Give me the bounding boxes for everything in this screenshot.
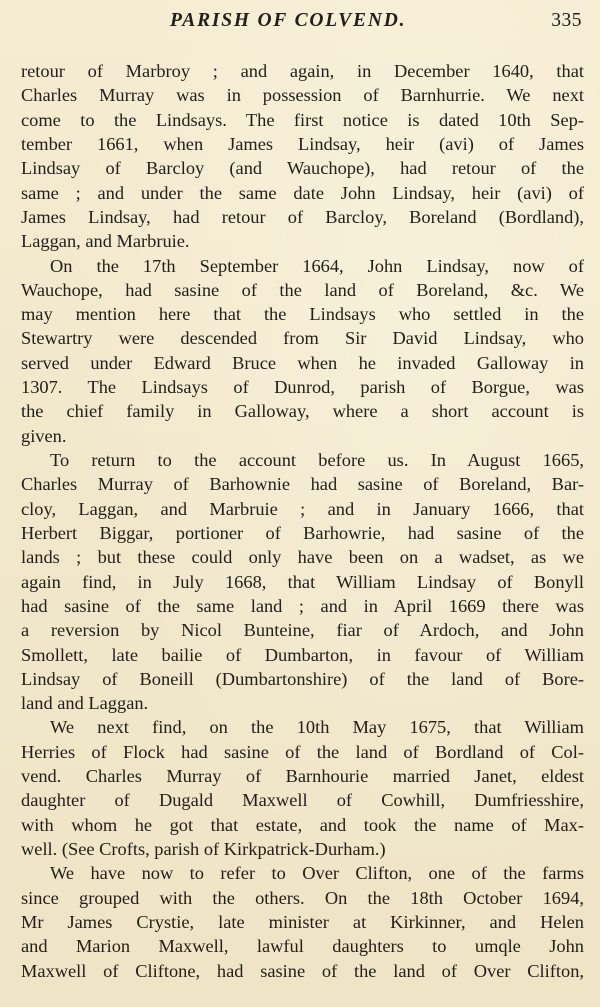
text-line: lands ; but these could only have been on a wadset, as we	[21, 547, 584, 568]
text-line: Mr James Crystie, late minister at Kirkinner, and Helen	[21, 911, 584, 932]
text-line: and Marion Maxwell, lawful daughters to umqle John	[21, 936, 584, 957]
text-line: Herries of Flock had sasine of the land of Bordland of Col-	[21, 741, 584, 762]
text-line: We have now to refer to Over Clifton, one of the farms	[50, 863, 584, 884]
text-line: the chief family in Galloway, where a short account is	[21, 401, 584, 422]
page-header	[0, 10, 600, 40]
text-line: vend. Charles Murray of Barnhourie married Janet, eldest	[21, 766, 584, 787]
text-line: a reversion by Nicol Bunteine, fiar of Ardoch, and John	[21, 620, 584, 641]
text-line: retour of Marbroy ; and again, in December 1640, that	[21, 61, 584, 81]
body-text	[21, 59, 584, 983]
text-line: James Lindsay, had retour of Barcloy, Boreland (Bordland),	[21, 206, 584, 227]
text-line: Maxwell of Cliftone, had sasine of the land of Over Clifton,	[21, 960, 584, 981]
page-number: 335	[551, 10, 582, 31]
text-line: may mention here that the Lindsays who settled in the	[21, 304, 584, 325]
text-line: Lindsay of Barcloy (and Wauchope), had retour of the	[21, 158, 584, 179]
text-line: tember 1661, when James Lindsay, heir (avi) of James	[21, 133, 584, 154]
text-line: served under Edward Bruce when he invaded Galloway in	[21, 352, 584, 373]
text-line: On the 17th September 1664, John Lindsay, now of	[50, 255, 584, 276]
text-line: since grouped with the others. On the 18th October 1694,	[21, 887, 584, 908]
text-line: We next find, on the 10th May 1675, that William	[50, 717, 584, 738]
text-line: again find, in July 1668, that William Lindsay of Bonyll	[21, 571, 584, 592]
text-line: given.	[21, 425, 67, 446]
text-line: Smollett, late bailie of Dumbarton, in favour of William	[21, 644, 584, 665]
text-line: To return to the account before us. In August 1665,	[50, 450, 584, 470]
text-line: had sasine of the same land ; and in April 1669 there was	[21, 595, 584, 616]
text-line: with whom he got that estate, and took the name of Max-	[21, 814, 584, 835]
text-line: come to the Lindsays. The first notice is dated 10th Sep-	[21, 109, 584, 130]
text-line: Herbert Biggar, portioner of Barhowrie, had sasine of the	[21, 522, 584, 543]
text-line: Charles Murray of Barhownie had sasine of Boreland, Bar-	[21, 474, 584, 495]
text-line: Stewartry were descended from Sir David Lindsay, who	[21, 328, 584, 349]
text-line: Wauchope, had sasine of the land of Boreland, &c. We	[21, 279, 584, 300]
text-line: cloy, Laggan, and Marbruie ; and in January 1666, that	[21, 498, 584, 519]
text-line: daughter of Dugald Maxwell of Cowhill, Dumfriesshire,	[21, 790, 584, 811]
running-title: PARISH OF COLVEND.	[170, 10, 407, 31]
text-line: Charles Murray was in possession of Barnhurrie. We next	[21, 85, 584, 106]
text-line: land and Laggan.	[21, 693, 149, 714]
text-line: Lindsay of Boneill (Dumbartonshire) of the land of Bore-	[21, 668, 584, 689]
text-line: same ; and under the same date John Lindsay, heir (avi) of	[21, 182, 584, 203]
text-line: 1307. The Lindsays of Dunrod, parish of Borgue, was	[21, 377, 584, 398]
text-line: Laggan, and Marbruie.	[21, 231, 190, 252]
text-line: well. (See Crofts, parish of Kirkpatrick-Durham.)	[21, 839, 386, 859]
